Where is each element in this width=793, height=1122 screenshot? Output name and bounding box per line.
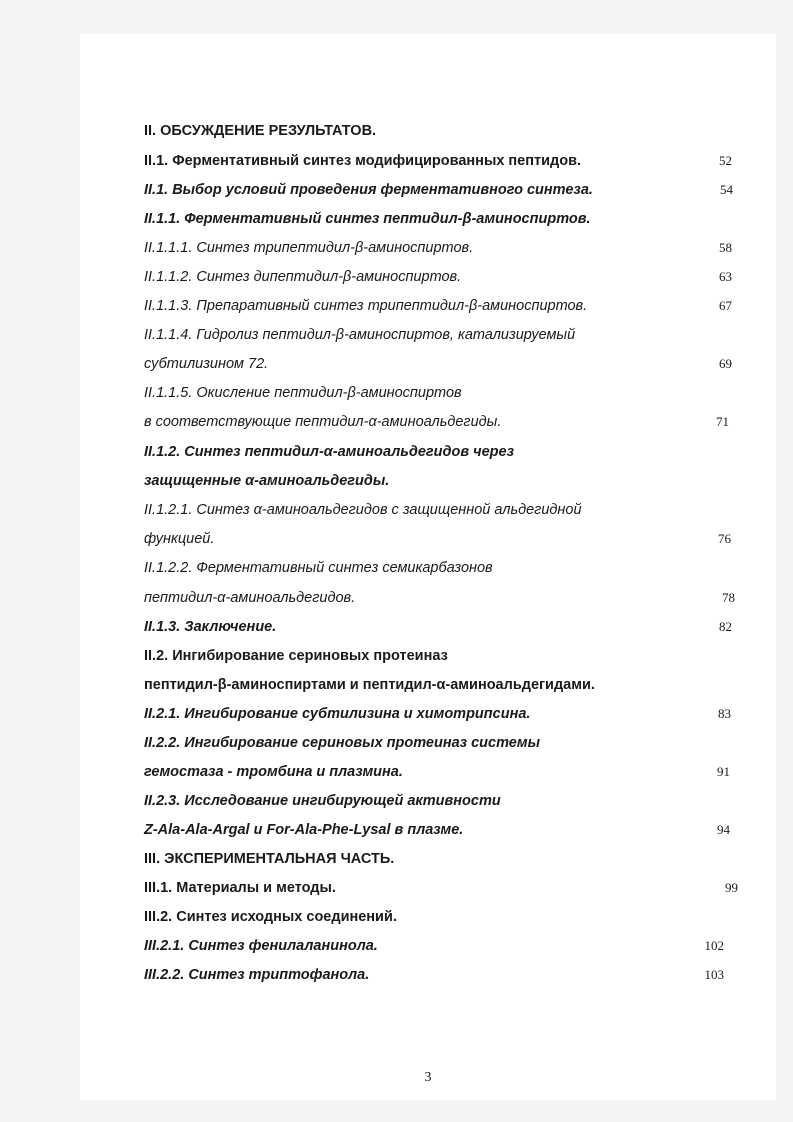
- toc-entry-page: 91: [717, 764, 730, 779]
- toc-entry-page: 67: [719, 298, 732, 313]
- toc-entry: [144, 181, 734, 199]
- toc-entry-page: 78: [722, 590, 735, 605]
- toc-entry-title: III.1. Материалы и методы.: [144, 880, 336, 896]
- toc-entry: [144, 618, 734, 636]
- toc-entry-page: 94: [717, 822, 730, 837]
- toc-entry-title: гемостаза - тромбина и плазмина.: [144, 764, 403, 780]
- toc-entry: [144, 589, 734, 607]
- toc-entry-title: защищенные α-аминоальдегиды.: [144, 473, 390, 489]
- toc-entry-page: 71: [716, 414, 729, 429]
- toc-entry: [144, 297, 734, 315]
- toc-entry-page: 52: [719, 153, 732, 168]
- toc-entry-title: II.1.1.3. Препаративный синтез трипептидил-β-аминоспиртов.: [144, 298, 588, 314]
- toc-entry-page: 82: [719, 619, 732, 634]
- toc-entry: [144, 937, 734, 955]
- toc-entry: [144, 559, 734, 577]
- toc-entry: [144, 384, 734, 402]
- toc-entry-title: III.2.1. Синтез фенилаланинола.: [144, 938, 378, 954]
- toc-entry-title: функцией.: [144, 531, 215, 547]
- toc-entry-title: III. ЭКСПЕРИМЕНТАЛЬНАЯ ЧАСТЬ.: [144, 851, 395, 867]
- toc-entry: [144, 821, 734, 839]
- toc-entry: [144, 152, 734, 170]
- toc-entry: [144, 210, 734, 228]
- toc-entry-title: III.2.2. Синтез триптофанола.: [144, 967, 370, 983]
- toc-entry-title: III.2. Синтез исходных соединений.: [144, 909, 397, 925]
- toc-entry: [144, 734, 734, 752]
- toc-entry-title: II.2.1. Ингибирование субтилизина и химотрипсина.: [144, 706, 531, 722]
- toc-entry: [144, 792, 734, 810]
- toc-entry-title: II.1.1.1. Синтез трипептидил-β-аминоспиртов.: [144, 240, 474, 256]
- toc-entry: [144, 326, 734, 344]
- toc-entry-title: субтилизином 72.: [144, 356, 269, 372]
- toc-entry-title: II.2. Ингибирование сериновых протеиназ: [144, 648, 448, 664]
- toc-entry: [144, 530, 734, 548]
- toc-entry: [144, 879, 738, 897]
- toc-entry-page: 102: [704, 938, 724, 953]
- toc-entry-title: II.1. Ферментативный синтез модифицированных пептидов.: [144, 153, 582, 169]
- toc-entry: [144, 676, 734, 694]
- toc-entry-title: II.1.1. Ферментативный синтез пептидил-β-аминоспиртов.: [144, 211, 591, 227]
- page-number: 3: [424, 1070, 432, 1085]
- toc-entry-page: 76: [718, 531, 731, 546]
- toc-entry-title: II.1.3. Заключение.: [144, 619, 277, 635]
- toc-entry-title: Z-Ala-Ala-Argal и For-Ala-Phe-Lysal в плазме.: [144, 822, 464, 838]
- toc-entry-page: 99: [725, 880, 738, 895]
- toc-entry-page: 63: [719, 269, 732, 284]
- toc-entry-title: II. ОБСУЖДЕНИЕ РЕЗУЛЬТАТОВ.: [144, 123, 377, 139]
- toc-entry-title: II.1.1.2. Синтез дипептидил-β-аминоспиртов.: [144, 269, 462, 285]
- toc-entry: [144, 443, 734, 461]
- toc-entry: [144, 355, 734, 373]
- toc-entry: [144, 268, 734, 286]
- toc-entry-title: II.1.1.4. Гидролиз пептидил-β-аминоспиртов, катализируемый: [144, 327, 576, 343]
- toc-entry-title: II.2.2. Ингибирование сериновых протеиназ системы: [144, 735, 540, 751]
- toc-entry-title: II.1. Выбор условий проведения ферментативного синтеза.: [144, 182, 593, 198]
- toc-entry-title: II.1.2.2. Ферментативный синтез семикарбазонов: [144, 560, 493, 576]
- toc-entry-page: 58: [719, 240, 732, 255]
- toc-entry: [144, 413, 734, 431]
- toc-entry: [144, 122, 734, 140]
- toc-entry: [144, 647, 734, 665]
- document-page: [80, 34, 776, 1100]
- toc-entry: [144, 966, 734, 984]
- toc-entry-title: пептидил-α-аминоальдегидов.: [144, 590, 356, 606]
- toc-entry-title: II.2.3. Исследование ингибирующей активности: [144, 793, 501, 809]
- toc-entry-page: 69: [719, 356, 732, 371]
- toc-entry-title: пептидил-β-аминоспиртами и пептидил-α-аминоальдегидами.: [144, 677, 595, 693]
- table-of-contents: [80, 34, 776, 1100]
- toc-entry-title: II.1.2.1. Синтез α-аминоальдегидов с защищенной альдегидной: [144, 502, 582, 518]
- toc-entry-title: в соответствующие пептидил-α-аминоальдегиды.: [144, 414, 502, 430]
- toc-entry-page: 103: [704, 967, 724, 982]
- toc-entry: [144, 239, 734, 257]
- toc-entry: [144, 763, 734, 781]
- toc-entry-title: II.1.1.5. Окисление пептидил-β-аминоспиртов: [144, 385, 462, 401]
- toc-entry: [144, 908, 734, 926]
- toc-entry: [144, 501, 734, 519]
- toc-entry: [144, 705, 734, 723]
- toc-entry-page: 83: [718, 706, 731, 721]
- toc-entry: [144, 850, 734, 868]
- toc-entry-page: 54: [720, 182, 733, 197]
- toc-entry-title: II.1.2. Синтез пептидил-α-аминоальдегидов через: [144, 444, 514, 460]
- toc-entry: [144, 472, 734, 490]
